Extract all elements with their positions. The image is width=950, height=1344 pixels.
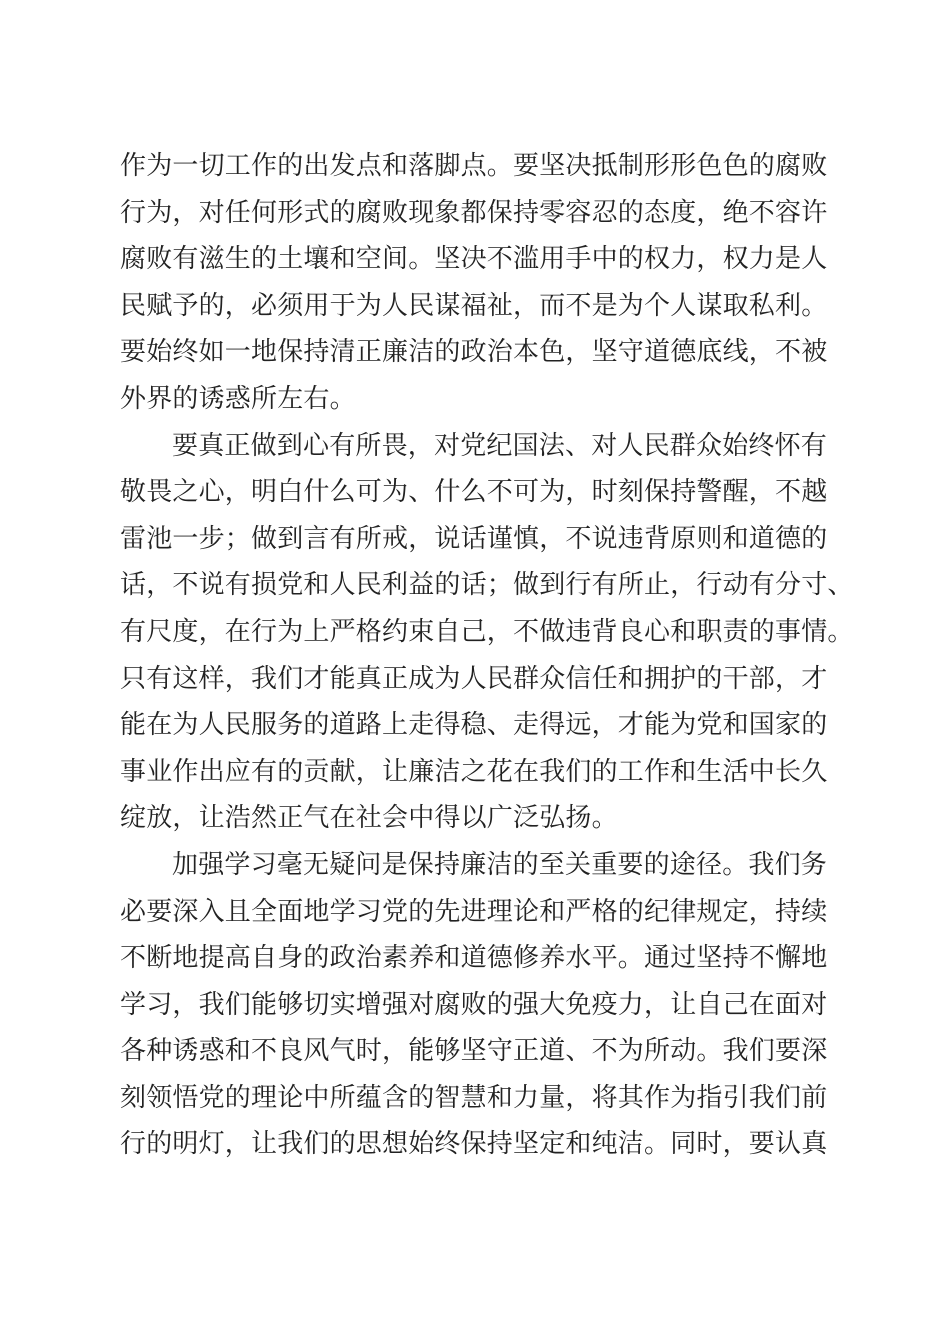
paragraph-line: 不断地提高自身的政治素养和道德修养水平。通过坚持不懈地 (120, 943, 828, 974)
paragraph-line: 外界的诱惑所左右。 (120, 383, 356, 414)
paragraph-2 (120, 423, 854, 842)
paragraph-line: 事业作出应有的贡献，让廉洁之花在我们的工作和生活中长久 (120, 756, 828, 787)
document-page (120, 143, 854, 1168)
paragraph-3 (120, 842, 832, 1168)
paragraph-line: 话，不说有损党和人民利益的话；做到行有所止，行动有分寸、 (120, 570, 854, 601)
paragraph-first-line: 要真正做到心有所畏，对党纪国法、对人民群众始终怀有 (172, 430, 828, 461)
paragraph-line: 行的明灯，让我们的思想始终保持坚定和纯洁。同时，要认真 (120, 1129, 828, 1160)
paragraph-line: 作为一切工作的出发点和落脚点。要坚决抵制形形色色的腐败 (120, 151, 828, 181)
paragraph-line: 有尺度，在行为上严格约束自己，不做违背良心和职责的事情。 (120, 616, 854, 647)
paragraph-line: 雷池一步；做到言有所戒，说话谨慎，不说违背原则和道德的 (120, 523, 828, 554)
paragraph-line: 绽放，让浩然正气在社会中得以广泛弘扬。 (120, 803, 618, 834)
paragraph-line: 必要深入且全面地学习党的先进理论和严格的纪律规定，持续 (120, 896, 828, 927)
paragraph-line: 行为，对任何形式的腐败现象都保持零容忍的态度，绝不容许 (120, 197, 828, 228)
paragraph-first-line: 加强学习毫无疑问是保持廉洁的至关重要的途径。我们务 (172, 849, 828, 880)
paragraph-line: 民赋予的，必须用于为人民谋福祉，而不是为个人谋取私利。 (120, 290, 828, 321)
paragraph-line: 刻领悟党的理论中所蕴含的智慧和力量，将其作为指引我们前 (120, 1082, 828, 1113)
paragraph-line: 各种诱惑和不良风气时，能够坚守正道、不为所动。我们要深 (120, 1036, 828, 1067)
paragraph-line: 能在为人民服务的道路上走得稳、走得远，才能为党和国家的 (120, 710, 828, 741)
paragraph-line: 只有这样，我们才能真正成为人民群众信任和拥护的干部，才 (120, 663, 828, 694)
paragraph-line: 敬畏之心，明白什么可为、什么不可为，时刻保持警醒，不越 (120, 477, 828, 508)
paragraph-1 (120, 143, 832, 423)
paragraph-line: 腐败有滋生的土壤和空间。坚决不滥用手中的权力，权力是人 (120, 244, 828, 275)
paragraph-line: 学习，我们能够切实增强对腐败的强大免疫力，让自己在面对 (120, 989, 828, 1020)
paragraph-line: 要始终如一地保持清正廉洁的政治本色，坚守道德底线，不被 (120, 337, 828, 368)
